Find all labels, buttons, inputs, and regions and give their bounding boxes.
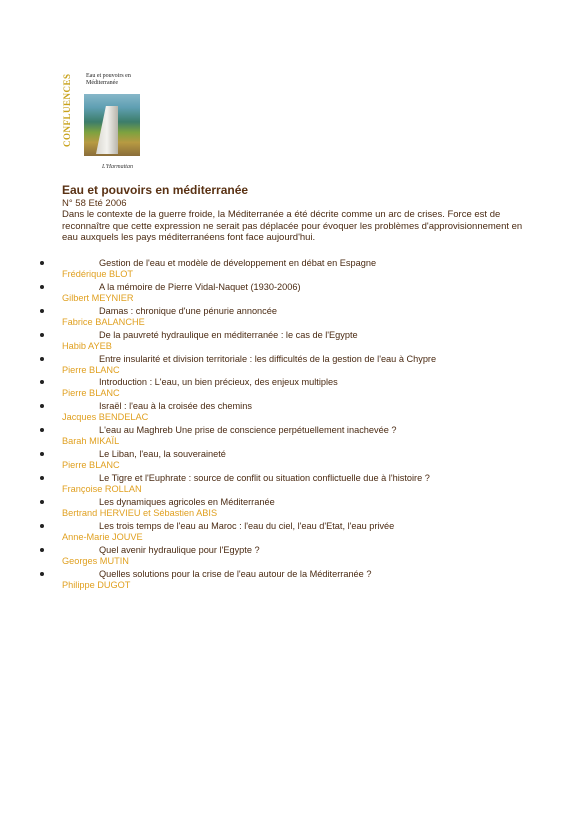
article-title-link[interactable]: Introduction : L'eau, un bien précieux, des enjeux multiples — [99, 377, 338, 388]
article-item — [40, 425, 540, 449]
issue-description: Dans le contexte de la guerre froide, la Méditerranée a été décrite comme un arc de crises. Force est de reconnaître que cette expression ne serait pas déplacée pour évoquer les problèmes d'approvisionnement en eau auxquels les pays méditerranéens font face aujourd'hui. — [62, 209, 523, 243]
article-title-link[interactable]: A la mémoire de Pierre Vidal-Naquet (1930-2006) — [99, 281, 301, 292]
article-title-link[interactable]: Les trois temps de l'eau au Maroc : l'eau du ciel, l'eau d'Etat, l'eau privée — [99, 520, 395, 531]
article-title-link[interactable]: Le Liban, l'eau, la souveraineté — [99, 449, 226, 460]
article-title-link[interactable]: Le Tigre et l'Euphrate : source de conflit ou situation conflictuelle due à l'histoire ? — [99, 473, 430, 484]
article-item — [40, 377, 540, 401]
cover-title: Eau et pouvoirs en Méditerranée — [86, 73, 131, 86]
article-author-link[interactable]: Georges MUTIN — [62, 555, 129, 566]
cover-series-name: CONFLUENCES — [62, 73, 72, 147]
article-author-link[interactable]: Frédérique BLOT — [62, 269, 133, 279]
issue-number: N° 58 Eté 2006 — [62, 198, 127, 209]
article-author-link[interactable]: Habib AYEB — [62, 340, 112, 351]
bullet-icon — [40, 357, 44, 361]
bullet-icon — [40, 452, 44, 456]
article-item — [40, 354, 540, 378]
bullet-icon — [40, 524, 44, 528]
cover-publisher: L'Harmattan — [102, 164, 133, 170]
article-item — [40, 306, 540, 330]
issue-title: Eau et pouvoirs en méditerranée — [62, 183, 249, 197]
article-title-link[interactable]: Entre insularité et division territoriale : les difficultés de la gestion de l'eau à Chypre — [99, 353, 437, 364]
article-author-link[interactable]: Pierre BLANC — [62, 364, 120, 375]
article-author-link[interactable]: Bertrand HERVIEU et Sébastien ABIS — [62, 507, 218, 518]
article-author-link[interactable]: Jacques BENDELAC — [62, 412, 149, 423]
article-author-link[interactable]: Pierre BLANC — [62, 460, 120, 471]
article-item — [40, 521, 540, 545]
bullet-icon — [40, 500, 44, 504]
article-item — [40, 401, 540, 425]
bullet-icon — [40, 548, 44, 552]
bullet-icon — [40, 380, 44, 384]
article-author-link[interactable]: Barah MIKAÏL — [62, 436, 120, 447]
article-title-link[interactable]: Quel avenir hydraulique pour l'Egypte ? — [99, 544, 260, 555]
book-cover[interactable] — [62, 68, 140, 179]
bullet-icon — [40, 404, 44, 408]
article-title-link[interactable]: Les dynamiques agricoles en Méditerranée — [99, 496, 275, 507]
article-title-link[interactable]: L'eau au Maghreb Une prise de conscience perpétuellement inachevée ? — [99, 425, 397, 436]
article-title-link[interactable]: Damas : chronique d'une pénurie annoncée — [99, 305, 277, 316]
article-item — [40, 449, 540, 473]
article-author-link[interactable]: Philippe DUGOT — [62, 579, 131, 590]
article-item — [40, 545, 540, 569]
bullet-icon — [40, 572, 44, 576]
article-title-link[interactable]: De la pauvreté hydraulique en méditerranée : le cas de l'Egypte — [99, 329, 358, 340]
article-item — [40, 473, 540, 497]
article-title-link[interactable]: Quelles solutions pour la crise de l'eau autour de la Méditerranée ? — [99, 568, 372, 579]
article-item — [40, 497, 540, 521]
article-title-link[interactable]: Gestion de l'eau et modèle de développement en débat en Espagne — [99, 258, 377, 268]
article-author-link[interactable]: Anne-Marie JOUVE — [62, 531, 143, 542]
article-item — [40, 282, 540, 306]
article-author-link[interactable]: Françoise ROLLAN — [62, 484, 142, 495]
bullet-icon — [40, 285, 44, 289]
article-author-link[interactable]: Fabrice BALANCHE — [62, 316, 145, 327]
article-author-link[interactable]: Pierre BLANC — [62, 388, 120, 399]
bullet-icon — [40, 309, 44, 313]
article-item — [40, 258, 540, 282]
article-item — [40, 569, 540, 593]
bullet-icon — [40, 333, 44, 337]
bullet-icon — [40, 261, 44, 265]
cover-spine-band — [62, 68, 82, 179]
article-item — [40, 330, 540, 354]
bullet-icon — [40, 476, 44, 480]
bullet-icon — [40, 428, 44, 432]
article-author-link[interactable]: Gilbert MEYNIER — [62, 292, 134, 303]
article-title-link[interactable]: Israël : l'eau à la croisée des chemins — [99, 401, 252, 412]
article-list — [40, 258, 540, 592]
